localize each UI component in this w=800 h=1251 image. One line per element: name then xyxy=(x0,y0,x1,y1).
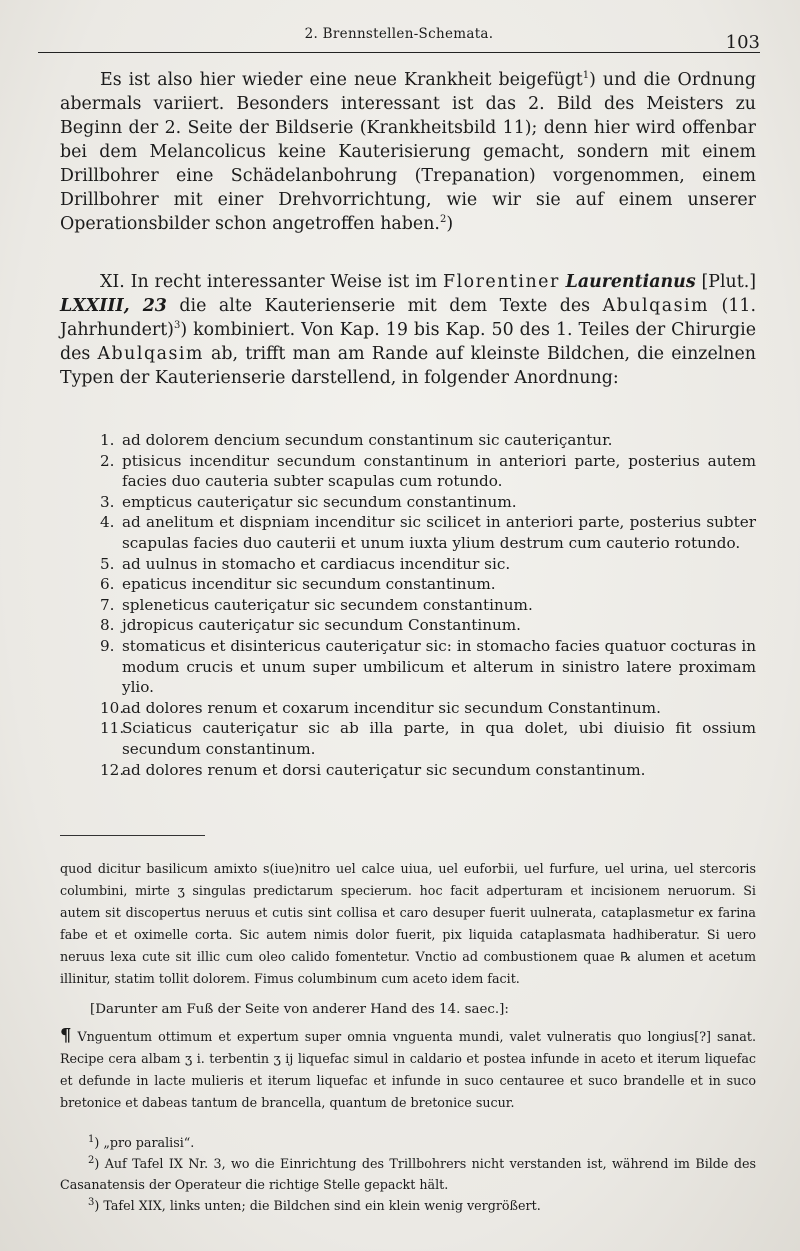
latin-passage: quod dicitur basilicum amixto s(iue)nitro uel calce uiua, uel euforbii, uel furfure, uel urina, uel stercoris columbini, mirte ʒ singulas predictarum specierum. hoc facit adperturam et incisionem neruorum. Si autem sit discopertus neruus et cutis sint collisa et caro desuper fuerit uulnerata, cataplasmetur ex farina fabe et et oximelle corta. Sic autem nimis dolor fuerit, pix liquida cataplasmata hadhiberatur. Si uero neruus lexa cute sit illic cum oleo calido fomentetur. Vnctio ad combustionem quae ℞ alumen et acetum illinitur, statim tollit dolorem. Fimus columbinum cum aceto idem facit. xyxy=(60,861,756,986)
footnote-mark: 1 xyxy=(88,1133,95,1145)
footnote-mark: 3 xyxy=(88,1196,95,1208)
list-item xyxy=(100,760,756,781)
list-item xyxy=(100,698,756,719)
list-number: 12. xyxy=(100,760,125,779)
text-run: XI. In recht interessanter Weise ist im xyxy=(100,272,443,292)
list-item xyxy=(100,554,756,575)
list-number: 11. xyxy=(100,719,125,738)
list-text: ad anelitum et dispniam incenditur sic scilicet in anteriori parte, posterius subter scapulas facies duo cauterii et unum iuxta ylium destrum cum cauterio rotundo. xyxy=(122,513,756,552)
text-run: Vnguentum ottimum et expertum super omnia vnguenta mundi, valet vulneratis quo longius[?] sanat. Recipe cera albam ʒ i. terbentin ʒ ij liquefac simul in caldario et postea infunde in aceto et iterum liquefac et defunde in lacte mulieris et iterum liquefac et infunde in suco centaureе et suco brandelle et in suco bretonice et dabeas tantum de brancella, quantum de bretonice sucur. xyxy=(60,1029,756,1110)
list-text: spleneticus cauteriçatur sic secundem constantinum. xyxy=(122,595,533,614)
text-run: Es ist also hier wieder eine neue Krankheit beigefügt xyxy=(100,70,583,90)
footnote-text: ) „pro paralisi“. xyxy=(94,1135,195,1150)
header-rule xyxy=(38,52,760,53)
list-number: 10. xyxy=(100,698,125,717)
list-text: ad uulnus in stomacho et cardiacus incenditur sic. xyxy=(122,554,511,573)
text-run: [Plut.] xyxy=(695,272,757,292)
list-number: 1. xyxy=(100,431,115,449)
list-text: empticus cauteriçatur sic secundum constantinum. xyxy=(122,492,517,511)
footnote-ref: 1 xyxy=(582,70,590,82)
paragraph-2 xyxy=(60,270,756,390)
paragraph-1 xyxy=(60,68,756,236)
list-number: 8. xyxy=(100,616,115,635)
place-name: Florentiner xyxy=(443,272,560,292)
footnote-ref: 3 xyxy=(173,320,181,332)
list-text: Sciaticus cauteriçatur sic ab illa parte, in qua dolet, ubi diuisio fit ossium secundum constantinum. xyxy=(122,719,756,758)
text-run: ) kombiniert. Von Kap. 19 bis Kap. 50 des 1. Teiles der Chirurgie des xyxy=(60,320,756,364)
footnote-text: ) Tafel XIX, links unten; die Bildchen sind ein klein wenig vergrößert. xyxy=(94,1198,541,1213)
list-item xyxy=(100,718,756,759)
list-text: ad dolores renum et dorsi cauteriçatur sic secundum constantinum. xyxy=(122,760,646,779)
list-text: ad dolores renum et coxarum incenditur sic secundum Constantinum. xyxy=(122,698,661,717)
footnote-ref: 2 xyxy=(439,214,447,226)
editor-remark: [Darunter am Fuß der Seite von anderer Hand des 14. saec.]: xyxy=(90,1002,509,1017)
list-item xyxy=(100,615,756,636)
page-number: 103 xyxy=(725,32,760,53)
text-run: ) xyxy=(446,214,454,234)
list-item xyxy=(100,451,756,492)
author-name: Abulqasim xyxy=(97,344,204,364)
footnote xyxy=(60,1195,756,1216)
list-number: 7. xyxy=(100,595,115,614)
manuscript-name: Laurentianus xyxy=(565,272,696,292)
body-text xyxy=(60,68,756,390)
cautery-list xyxy=(100,430,756,780)
manuscript-shelfmark: LXXIII, 23 xyxy=(60,296,167,316)
text-run: ) und die Ordnung abermals variiert. Besonders interessant ist das 2. Bild des Meisters zu Beginn der 2. Seite der Bildserie (Krankheitsbild 11); denn hier wird offenbar bei dem Melancolicus keine Kauterisierung gemacht, sondern mit einem Drillbohrer eine Schädelanbohrung (Trepanation) vorgenommen, einem Drillbohrer mit einer Drehvorrichtung, wie wir sie auf einem unserer Operationsbilder schon angetroffen haben. xyxy=(60,70,756,234)
list-text: jdropicus cauteriçatur sic secundum Constantinum. xyxy=(122,616,522,635)
list-item xyxy=(100,492,756,513)
list-text: ptisicus incenditur secundum constantinum in anteriori parte, posterius autem facies duo cauteria subter scapulas cum rotundo. xyxy=(122,451,756,491)
author-name: Abulqasim xyxy=(602,296,710,316)
section-title: 2. Brennstellen-Schemata. xyxy=(304,26,494,42)
list-number: 9. xyxy=(100,636,115,655)
list-number: 5. xyxy=(100,554,115,573)
list-item xyxy=(100,595,756,616)
footnote xyxy=(60,1153,756,1195)
list-number: 6. xyxy=(100,575,115,594)
list-text: ad dolorem dencium secundum constantinum sic cauteriçantur. xyxy=(122,431,613,449)
footnote xyxy=(60,1132,756,1153)
text-run: ab, trifft man am Rande auf kleinste Bildchen, die einzelnen Typen der Kauterienserie darstellend, in folgender Anordnung: xyxy=(60,344,756,388)
footnotes xyxy=(60,1132,756,1216)
pilcrow-icon: ¶ xyxy=(60,1025,72,1046)
text-run: die alte Kauterienserie mit dem Texte des xyxy=(166,296,603,316)
text-run: (11. Jahrhundert) xyxy=(60,296,756,340)
list-item xyxy=(100,636,756,698)
list-item xyxy=(100,430,756,451)
list-item xyxy=(100,574,756,595)
running-header xyxy=(38,18,760,62)
latin-passage-2 xyxy=(60,1025,756,1114)
list-number: 3. xyxy=(100,492,115,511)
list-number: 4. xyxy=(100,513,115,532)
latin-notes xyxy=(60,858,756,1114)
list-text: epaticus incenditur sic secundum constantinum. xyxy=(122,575,496,594)
list-item xyxy=(100,512,756,553)
footnote-mark: 2 xyxy=(88,1154,95,1166)
list-text: stomaticus et disintericus cauteriçatur sic: in stomacho facies quatuor cocturas in modum crucis et unum super umbilicum et alterum in sinistro latere proximam ylio. xyxy=(122,636,756,697)
footnote-text: ) Auf Tafel IX Nr. 3, wo die Einrichtung des Trillbohrers nicht verstanden ist, während im Bilde des Casanatensis der Operateur die richtige Stelle gepackt hält. xyxy=(60,1156,756,1192)
footnote-rule xyxy=(60,835,205,836)
list-number: 2. xyxy=(100,451,115,470)
